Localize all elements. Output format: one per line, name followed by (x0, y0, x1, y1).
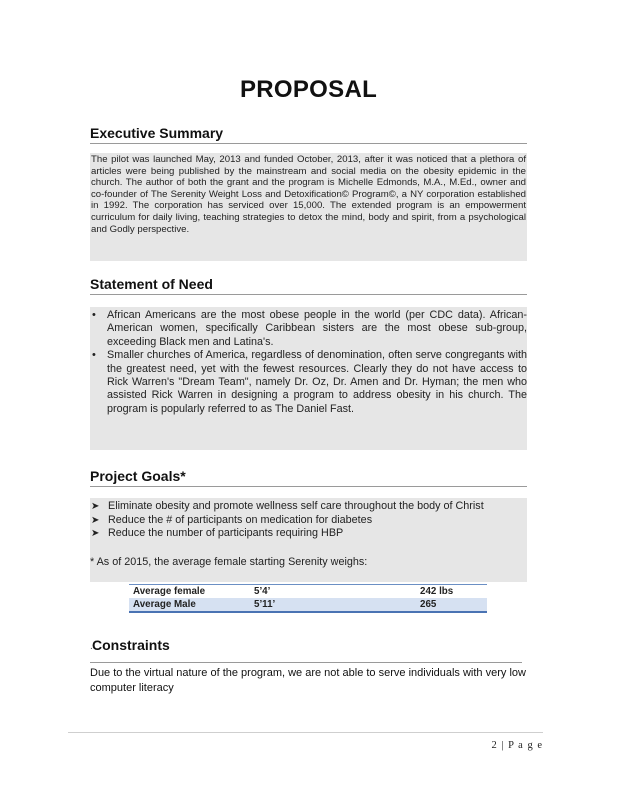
table-cell-weight: 265 (416, 598, 487, 612)
arrow-bullet-icon: ➤ (91, 514, 100, 526)
arrow-bullet-icon: ➤ (91, 528, 100, 540)
goal-text: Reduce the # of participants on medication for diabetes (108, 513, 373, 526)
constraints-text: Due to the virtual nature of the program, we are not able to serve individuals with very low computer literacy (90, 667, 526, 694)
goal-text: Reduce the number of participants requiring HBP (108, 527, 344, 540)
goals-list (90, 500, 527, 541)
goal-item (90, 500, 527, 514)
table-row (129, 598, 487, 612)
table-cell-height: 5’11’ (250, 598, 416, 612)
weight-table (129, 584, 487, 613)
table-row (129, 585, 487, 599)
table-cell-weight: 242 lbs (416, 585, 487, 599)
goals-note: * As of 2015, the average female starting Serenity weighs: (90, 556, 368, 568)
constraints-prefix: . (90, 641, 93, 652)
goal-text: Eliminate obesity and promote wellness self care throughout the body of Christ (108, 500, 484, 512)
need-bullet-item: • Smaller churches of America, regardless of denomination, often serve congregants with the greatest need, yet with the fewest resources. Clearly they do not have access to Rick Warren's "Dream Team", namely Dr. Oz, Dr. Amen and Dr. Hyman; the men who assisted Rick Warren in designing a program to address obesity in his church. The program is popularly referred to as The Daniel Fast. (90, 349, 527, 416)
footer-divider (68, 732, 543, 733)
constraints-heading: Constraints (92, 637, 170, 653)
need-bullet-item: • African Americans are the most obese people in the world (per CDC data). African-American women, specifically Caribbean sisters are the most obese sub-group, exceeding Black men and Latina's. (90, 309, 527, 349)
page-title: PROPOSAL (239, 76, 378, 103)
page-number: 2 | P a g e (491, 740, 543, 751)
need-bullet-list (90, 309, 527, 416)
arrow-bullet-icon: ➤ (91, 501, 100, 512)
executive-summary-heading: Executive Summary (90, 125, 527, 144)
goal-item (90, 514, 527, 528)
table-cell-height: 5’4’ (250, 585, 416, 599)
executive-summary-text: The pilot was launched May, 2013 and funded October, 2013, after it was noticed that a plethora of articles were being published by the mainstream and social media on the obesity epidemic in the church. The author of both the grant and the program is Michelle Edmonds, M.A., M.Ed., owner and co-founder of The Serenity Weight Loss and Detoxification© Program©, a NY corporation established in 1992. The corporation has serviced over 15,000. The extended program is an empowerment curriculum for daily living, teaching strategies to detox the mind, body and spirit, from a psychological and Godly perspective. (91, 154, 526, 235)
goal-item (90, 527, 527, 541)
statement-of-need-heading: Statement of Need (90, 276, 527, 295)
table-cell-label: Average Male (129, 598, 250, 612)
constraints-divider (90, 662, 522, 663)
table-cell-label: Average female (129, 585, 250, 599)
project-goals-heading: Project Goals* (90, 468, 527, 487)
